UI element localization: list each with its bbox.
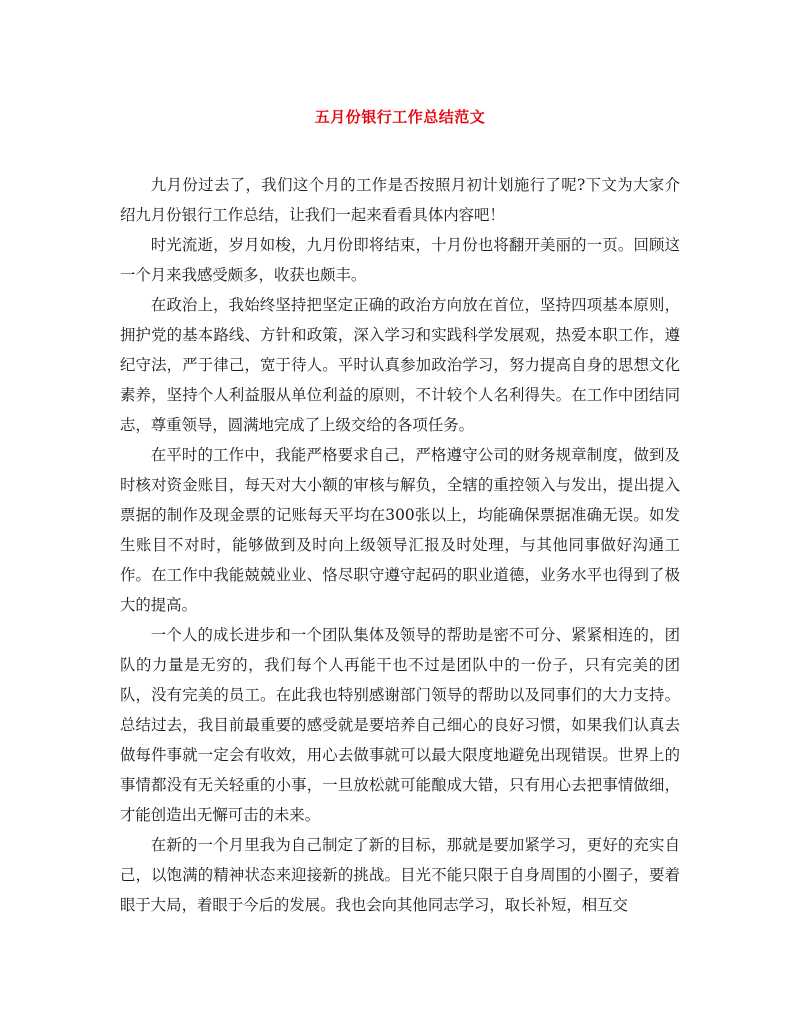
paragraph-intro: 九月份过去了，我们这个月的工作是否按照月初计划施行了呢?下文为大家介绍九月份银行工作总结，让我们一起来看看具体内容吧！: [120, 176, 680, 224]
paragraph-work: 在平时的工作中，我能严格要求自己，严格遵守公司的财务规章制度，做到及时核对资金账目，每天对大小额的审核与解负，全辖的重控领入与发出，提出提入票据的制作及现金票的记账每天平均在300张以上，均能确保票据准确无误。如发生账目不对时，能够做到及时向上级领导汇报及时处理，与其他同事做好沟通工作。在工作中我能兢兢业业、恪尽职守遵守起码的职业道德，业务水平也得到了极大的提高。: [120, 446, 680, 614]
paragraph-goals: 在新的一个月里我为自己制定了新的目标，那就是要加紧学习，更好的充实自己，以饱满的精神状态来迎接新的挑战。目光不能只限于自身周围的小圈子，要着眼于大局，着眼于今后的发展。我也会向其他同志学习，取长补短，相互交: [120, 836, 680, 914]
document-body: [120, 170, 680, 920]
paragraph-team: 一个人的成长进步和一个团队集体及领导的帮助是密不可分、紧紧相连的，团队的力量是无穷的，我们每个人再能干也不过是团队中的一份子，只有完美的团队，没有完美的员工。在此我也特别感谢部门领导的帮助以及同事们的大力支持。总结过去，我目前最重要的感受就是要培养自己细心的良好习惯，如果我们认真去做每件事就一定会有收效，用心去做事就可以最大限度地避免出现错误。世界上的事情都没有无关轻重的小事，一旦放松就可能酿成大错，只有用心去把事情做细，才能创造出无懈可击的未来。: [120, 626, 680, 824]
paragraph-time: 时光流逝，岁月如梭，九月份即将结束，十月份也将翻开美丽的一页。回顾这一个月来我感受颇多，收获也颇丰。: [120, 236, 680, 284]
paragraph-politics: 在政治上，我始终坚持把坚定正确的政治方向放在首位，坚持四项基本原则，拥护党的基本路线、方针和政策，深入学习和实践科学发展观，热爱本职工作，遵纪守法，严于律己，宽于待人。平时认真参加政治学习，努力提高自身的思想文化素养，坚持个人利益服从单位利益的原则，不计较个人名利得失。在工作中团结同志，尊重领导，圆满地完成了上级交给的各项任务。: [120, 296, 680, 434]
document-title: 五月份银行工作总结范文: [314, 108, 486, 126]
